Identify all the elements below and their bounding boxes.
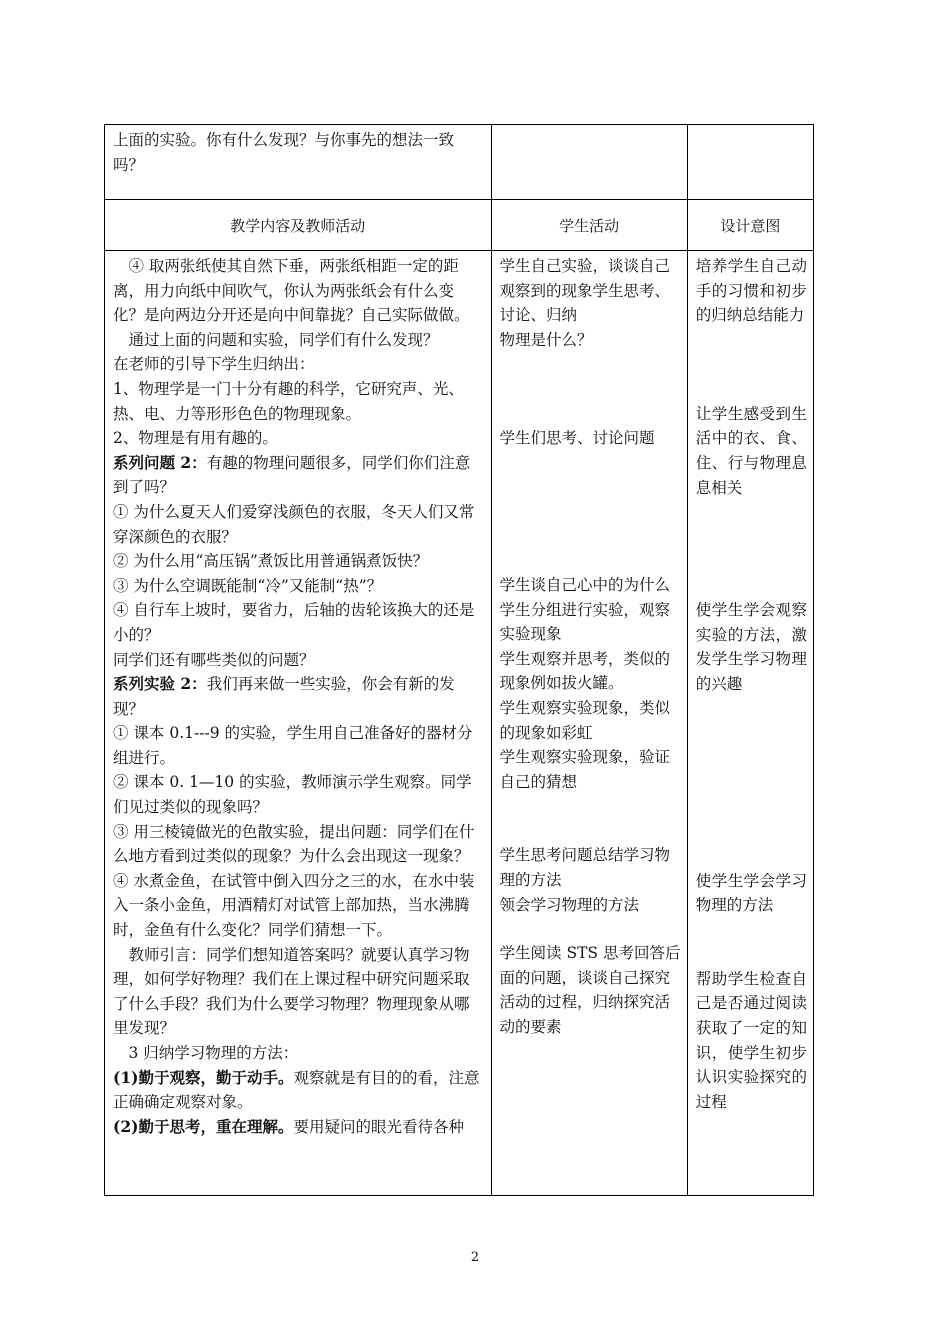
content-paragraph (113, 1066, 485, 1115)
design-intent-item: 使学生学会学习物理的方法 (695, 871, 807, 915)
paragraph-text: ② 为什么用“高压锅”煮饭比用普通锅煮饭快？ (113, 552, 429, 571)
content-paragraph (113, 943, 485, 1041)
paragraph-text: 通过上面的问题和实验，同学们有什么发现？ (128, 330, 439, 349)
paragraph-text: ③ 用三棱镜做光的色散实验，提出问题：同学们在什么地方看到过类似的现象？为什么会出现这一现象？ (113, 822, 475, 866)
lesson-plan-table (104, 124, 814, 1196)
paragraph-heading: 系列问题 2： (113, 452, 207, 472)
continuation-cell-intent (687, 125, 813, 200)
body-row (105, 251, 814, 1196)
content-paragraph (113, 377, 485, 426)
paragraph-text: ① 为什么夏天人们爱穿浅颜色的衣服，冬天人们又常穿深颜色的衣服？ (113, 502, 475, 546)
student-activity-item: 学生谈自己心中的为什么 (499, 575, 671, 594)
paragraph-text: ④ 水煮金鱼，在试管中倒入四分之三的水，在水中装入一条小金鱼，用酒精灯对试管上部加热，当水沸腾时，金鱼有什么变化？同学们猜想一下。 (113, 871, 475, 940)
paragraph-text: 要用疑问的眼光看待各种 (293, 1117, 464, 1136)
student-activity-item: 学生们思考、讨论问题 (499, 429, 655, 448)
paragraph-text: ④ 自行车上坡时，要省力，后轴的齿轮该换大的还是小的？ (113, 601, 475, 644)
continuation-cell-content (105, 125, 492, 200)
content-paragraph (113, 820, 485, 869)
content-paragraph (113, 352, 485, 377)
paragraph-text: 同学们还有哪些类似的问题？ (113, 650, 315, 669)
design-intent-item: 培养学生自己动手的习惯和初步的归纳总结能力 (695, 257, 807, 325)
content-paragraph (113, 451, 485, 500)
paragraph-text: ① 课本 0.1---9 的实验，学生用自己准备好的器材分组进行。 (113, 724, 473, 767)
student-activity-item: 领会学习物理的方法 (499, 895, 640, 914)
content-paragraph (113, 328, 485, 353)
paragraph-text: 2、物理是有用有趣的。 (113, 429, 278, 448)
student-activity-cell (491, 251, 687, 1196)
header-student-activity: 学生活动 (491, 200, 687, 251)
student-activity-item: 学生自己实验，谈谈自己观察到的现象学生思考、讨论、归纳 (499, 257, 671, 325)
student-activity-text (492, 251, 687, 1039)
design-intent-item: 使学生学会观察实验的方法，激发学生学习物理的兴趣 (695, 601, 807, 693)
paragraph-text: 1、物理学是一门十分有趣的科学，它研究声、光、热、电、力等形形色色的物理现象。 (113, 379, 464, 423)
paragraph-text: ④ 取两张纸使其自然下垂，两张纸相距一定的距离，用力向纸中间吹气，你认为两张纸会有什么变化？是向两边分开还是向中间靠拢？自己实际做做。 (113, 257, 470, 325)
content-paragraph (113, 672, 485, 721)
student-activity-item: 物理是什么？ (499, 330, 593, 349)
header-design-intent: 设计意图 (687, 200, 813, 251)
continuation-cell-student (491, 125, 687, 200)
header-teaching-content: 教学内容及教师活动 (105, 200, 492, 251)
paragraph-heading: (1)勤于观察，勤于动手。 (113, 1067, 294, 1087)
design-intent-item: 帮助学生检查自己是否通过阅读获取了一定的知识，使学生初步认识实验探究的过程 (695, 969, 807, 1111)
student-activity-item: 学生观察实验现象，类似的现象如彩虹 (499, 698, 671, 742)
design-intent-text (688, 251, 813, 1114)
content-paragraph (113, 549, 485, 574)
content-paragraph (113, 1115, 485, 1140)
student-activity-item: 学生观察并思考，类似的现象例如拔火罐。 (499, 649, 671, 693)
continuation-text: 上面的实验。你有什么发现？与你事先的想法一致吗？ (113, 131, 455, 174)
paragraph-text: 有趣的物理问题很多，同学们你们注意到了吗？ (113, 453, 471, 497)
paragraph-heading: (2)勤于思考，重在理解。 (113, 1116, 294, 1136)
content-paragraph (113, 598, 485, 647)
content-paragraph (113, 770, 485, 819)
content-paragraph (113, 1041, 485, 1066)
paragraph-text: ③ 为什么空调既能制“冷”又能制“热”？ (113, 576, 383, 595)
student-activity-item: 学生观察实验现象，验证自己的猜想 (499, 748, 671, 791)
teaching-content-cell (105, 251, 492, 1196)
content-paragraph (113, 254, 485, 328)
paragraph-text: 教师引言：同学们想知道答案吗？就要认真学习物理，如何学好物理？我们在上课过程中研究问题采取了什么手段？我们为什么要学习物理？物理现象从哪里发现？ (113, 945, 470, 1038)
content-paragraph (113, 721, 485, 770)
content-paragraph (113, 500, 485, 549)
content-paragraph (113, 574, 485, 599)
continuation-row (105, 125, 814, 200)
content-paragraph (113, 648, 485, 673)
content-paragraph (113, 869, 485, 943)
header-row (105, 200, 814, 251)
page-number: 2 (470, 1250, 480, 1265)
paragraph-text: 在老师的引导下学生归纳出： (113, 355, 315, 374)
design-intent-cell (687, 251, 813, 1196)
paragraph-text: ② 课本 0. 1—10 的实验，教师演示学生观察。同学们见过类似的现象吗？ (113, 773, 472, 817)
paragraph-text: 观察就是有目的的看，注意正确确定观察对象。 (113, 1068, 480, 1112)
student-activity-item: 学生阅读 STS 思考回答后面的问题，谈谈自己探究活动的过程，归纳探究活动的要素 (499, 944, 681, 1036)
student-activity-item: 学生思考问题总结学习物理的方法 (499, 846, 671, 889)
paragraph-heading: 系列实验 2： (113, 674, 207, 694)
teaching-content-text (105, 251, 491, 1139)
content-paragraph (113, 426, 485, 451)
paragraph-text: 3 归纳学习物理的方法： (128, 1044, 299, 1062)
student-activity-item: 学生分组进行实验，观察实验现象 (499, 600, 671, 644)
paragraph-text: 我们再来做一些实验，你会有新的发现？ (113, 675, 455, 718)
design-intent-item: 让学生感受到生活中的衣、食、住、行与物理息息相关 (695, 404, 807, 497)
